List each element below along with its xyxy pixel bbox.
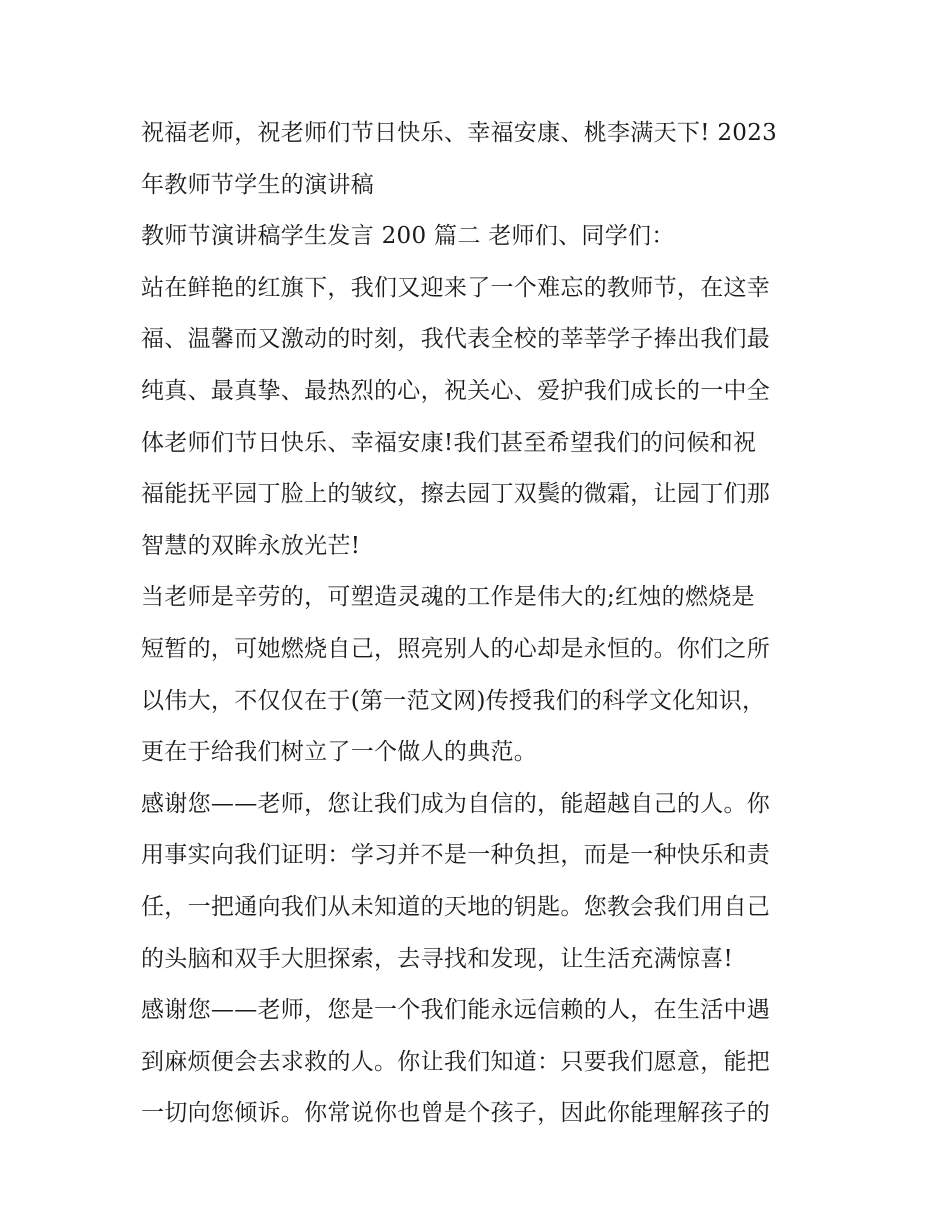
text-line: 福、温馨而又激动的时刻，我代表全校的莘莘学子捧出我们最 (141, 326, 771, 353)
text-line: 的头脑和双手大胆探索，去寻找和发现，让生活充满惊喜! (141, 945, 734, 972)
text-line: 到麻烦便会去求救的人。你让我们知道：只要我们愿意，能把 (141, 1048, 771, 1075)
text-line: 以伟大，不仅仅在于(第一范文网)传授我们的科学文化知识， (141, 687, 766, 714)
text-line: 感谢您——老师，您让我们成为自信的，能超越自己的人。你 (141, 790, 771, 817)
text-line: 站在鲜艳的红旗下，我们又迎来了一个难忘的教师节，在这幸 (141, 274, 771, 301)
text-line: 一切向您倾诉。你常说你也曾是个孩子，因此你能理解孩子的 (141, 1100, 771, 1127)
text-line: 体老师们节日快乐、幸福安康!我们甚至希望我们的问候和祝 (141, 429, 757, 456)
text-line: 年教师节学生的演讲稿 (141, 171, 374, 198)
text-line: 祝福老师，祝老师们节日快乐、幸福安康、桃李满天下! 2023 (141, 120, 778, 146)
text-line: 当老师是辛劳的，可塑造灵魂的工作是伟大的;红烛的燃烧是 (141, 584, 755, 611)
text-line: 智慧的双眸永放光芒! (141, 532, 361, 559)
text-line: 短暂的，可她燃烧自己，照亮别人的心却是永恒的。你们之所 (141, 635, 771, 662)
text-line: 用事实向我们证明：学习并不是一种负担，而是一种快乐和责 (141, 842, 771, 869)
text-line: 纯真、最真挚、最热烈的心，祝关心、爱护我们成长的一中全 (141, 377, 771, 404)
text-line: 教师节演讲稿学生发言 200 篇二 老师们、同学们： (141, 223, 675, 250)
text-line: 感谢您——老师，您是一个我们能永远信赖的人，在生活中遇 (141, 997, 771, 1024)
text-line: 任，一把通向我们从未知道的天地的钥匙。您教会我们用自己 (141, 893, 771, 920)
text-line: 更在于给我们树立了一个做人的典范。 (141, 739, 538, 766)
document-body (141, 108, 821, 1140)
text-line: 福能抚平园丁脸上的皱纹，擦去园丁双鬓的微霜，让园丁们那 (141, 481, 771, 508)
